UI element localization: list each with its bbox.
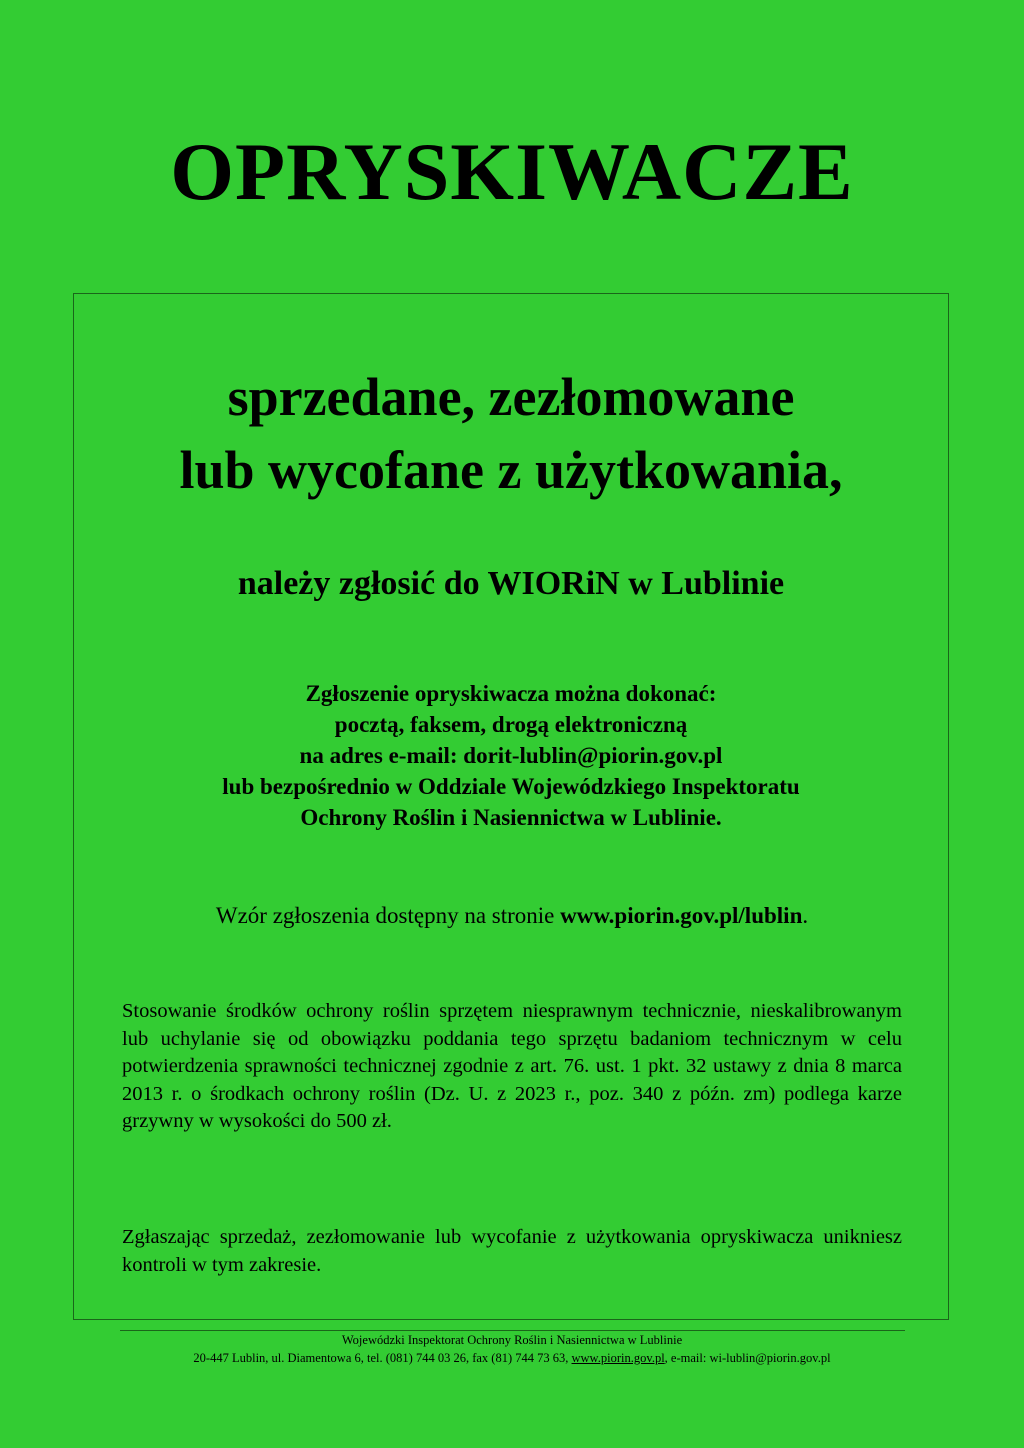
contact-line-2: pocztą, faksem, drogą elektroniczną <box>334 712 688 737</box>
subheadline: należy zgłosić do WIORiN w Lublinie <box>237 565 785 602</box>
footer-divider <box>120 1330 905 1331</box>
form-template-text: Wzór zgłoszenia dostępny na stronie <box>215 903 561 928</box>
footer-contact <box>0 1352 1024 1365</box>
footer-email: , e-mail: wi-lublin@piorin.gov.pl <box>664 1351 831 1365</box>
headline-line-1: sprzedane, zezłomowane <box>227 367 795 427</box>
footer-address: 20-447 Lublin, ul. Diamentowa 6, tel. (081) 744 03 26, fax (81) 744 73 63, <box>193 1351 572 1365</box>
contact-line-5: Ochrony Roślin i Nasiennictwa w Lublinie. <box>300 805 722 830</box>
page-title: OPRYSKIWACZE <box>170 126 854 217</box>
footer-website-link[interactable]: www.piorin.gov.pl <box>571 1351 665 1365</box>
form-template-note <box>0 904 1024 927</box>
penalty-paragraph: Stosowanie środków ochrony roślin sprzętem niesprawnym technicznie, nieskalibrowanym lub uchylanie się od obowiązku poddania tego sprzętu badaniom technicznym w celu potwierdzenia sprawności technicznej zgodnie z art. 76. ust. 1 pkt. 32 ustawy z dnia 8 marca 2013 r. o środkach ochrony roślin (Dz. U. z 2023 r., poz. 340 z późn. zm) podlega karze grzywny w wysokości do 500 zł. <box>122 1000 902 1132</box>
form-template-suffix: . <box>802 903 809 928</box>
content-frame <box>73 293 949 1320</box>
contact-line-1: Zgłoszenie opryskiwacza można dokonać: <box>305 681 717 706</box>
contact-line-3: na adres e-mail: dorit-lublin@piorin.gov.pl <box>299 743 723 768</box>
closing-paragraph: Zgłaszając sprzedaż, zezłomowanie lub wycofanie z użytkowania opryskiwacza unikniesz kontroli w tym zakresie. <box>122 1226 902 1276</box>
form-template-url[interactable]: www.piorin.gov.pl/lublin <box>560 903 803 928</box>
headline-line-2: lub wycofane z użytkowania, <box>179 440 843 500</box>
footer-organization: Wojewódzki Inspektorat Ochrony Roślin i Nasiennictwa w Lublinie <box>341 1333 683 1347</box>
contact-line-4: lub bezpośrednio w Oddziale Wojewódzkiego Inspektoratu <box>222 774 800 799</box>
contact-instructions <box>74 678 948 833</box>
